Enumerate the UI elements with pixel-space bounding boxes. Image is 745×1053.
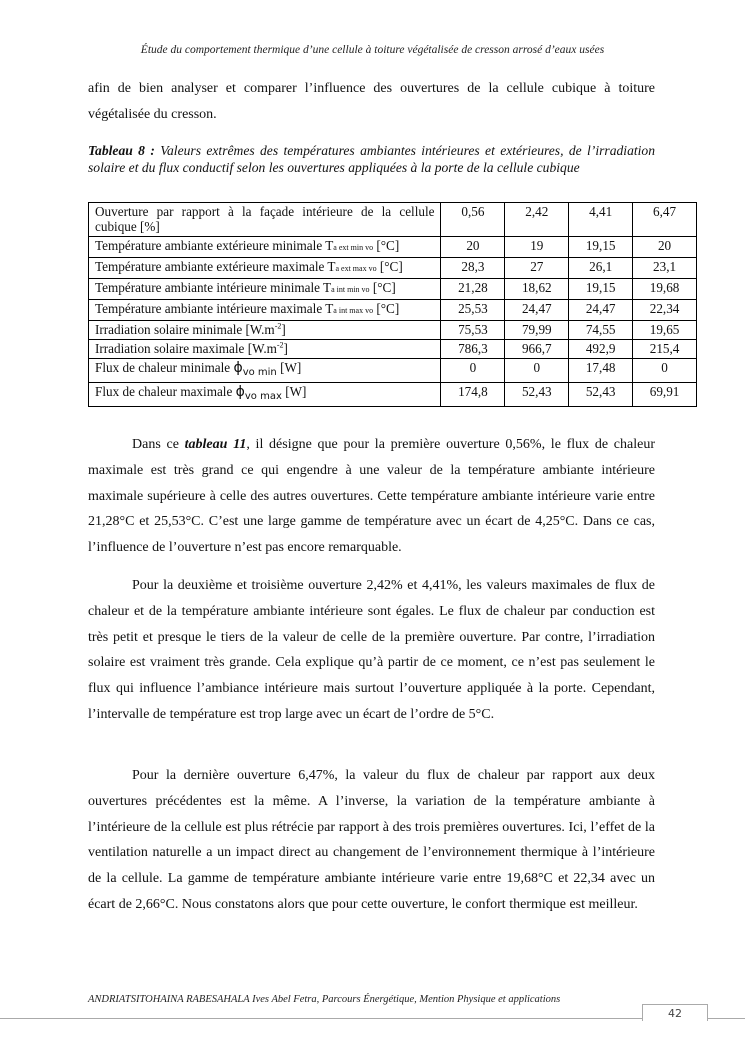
row-unit: [°C]	[369, 280, 396, 295]
table-caption	[88, 142, 655, 176]
phi-symbol: ϕ	[235, 384, 245, 400]
value-cell: 26,1	[569, 258, 633, 279]
row-label: Irradiation solaire minimale [W.m	[95, 322, 275, 337]
value-cell: 52,43	[505, 383, 569, 407]
paragraph-3: Pour la dernière ouverture 6,47%, la valeur du flux de chaleur par rapport aux deux ouvertures précédentes est la même. A l’inverse, la variation de la température ambiante à l’intérieure de la cellule est plus rétrécie par rapport à des trois premières ouvertures. Ici, l’effet de la ventilation naturelle a un impact direct au changement de l’environnement thermique à l’intérieure de la cellule. La gamme de température ambiante intérieure varie entre 19,68°C et 22,34 avec un écart de 2,66°C. Nous constatons alors que pour cette ouverture, le confort thermique est meilleur.	[88, 768, 655, 912]
row-superscript: -2	[274, 321, 282, 331]
value-cell: 74,55	[569, 321, 633, 340]
value-cell: 174,8	[441, 383, 505, 407]
value-cell: 0	[633, 359, 697, 383]
value-cell: 19,65	[633, 321, 697, 340]
intro-paragraph: afin de bien analyser et comparer l’influence des ouvertures de la cellule cubique à toiture végétalisée du cresson.	[88, 81, 655, 122]
opening-cell: 0,56	[441, 203, 505, 237]
footer-rule	[0, 1018, 745, 1019]
row-label: Température ambiante extérieure minimale T	[95, 238, 334, 253]
row-unit: [°C]	[373, 238, 400, 253]
row-unit: [W]	[276, 360, 302, 375]
opening-cell: 2,42	[505, 203, 569, 237]
value-cell: 19	[505, 237, 569, 258]
table-row	[89, 237, 697, 258]
row-subscript: a ext min vo	[333, 243, 374, 252]
table-row	[89, 321, 697, 340]
table-row	[89, 258, 697, 279]
row-label: Température ambiante intérieure minimale T	[95, 280, 332, 295]
table-header-row	[89, 203, 697, 237]
value-cell: 17,48	[569, 359, 633, 383]
value-cell: 18,62	[505, 279, 569, 300]
value-cell: 75,53	[441, 321, 505, 340]
value-cell: 28,3	[441, 258, 505, 279]
row-label: Température ambiante extérieure maximale T	[95, 259, 336, 274]
row-label-cell	[89, 258, 441, 279]
opening-cell: 6,47	[633, 203, 697, 237]
value-cell: 25,53	[441, 300, 505, 321]
table-row	[89, 359, 697, 383]
value-cell: 19,68	[633, 279, 697, 300]
caption-text: Valeurs extrêmes des températures ambiantes intérieures et extérieures, de l’irradiation solaire et du flux conductif selon les ouvertures appliquées à la porte de la cellule cubique	[88, 143, 656, 175]
header-label-cell: Ouverture par rapport à la façade intérieure de la cellule cubique [%]	[89, 203, 441, 237]
row-unit: [°C]	[376, 259, 403, 274]
value-cell: 22,34	[633, 300, 697, 321]
row-label-cell	[89, 237, 441, 258]
row-label: Flux de chaleur maximale	[95, 384, 236, 399]
page-number: 42	[642, 1004, 708, 1021]
table-row	[89, 279, 697, 300]
row-label-cell	[89, 383, 441, 407]
value-cell: 0	[505, 359, 569, 383]
row-label-cell	[89, 359, 441, 383]
row-label-cell	[89, 279, 441, 300]
row-unit: [W]	[281, 384, 307, 399]
value-cell: 20	[441, 237, 505, 258]
value-cell: 19,15	[569, 279, 633, 300]
row-unit: ]	[281, 322, 286, 337]
row-subscript: vo min	[242, 367, 277, 378]
row-subscript: a int max vo	[333, 306, 374, 315]
value-cell: 79,99	[505, 321, 569, 340]
value-cell: 0	[441, 359, 505, 383]
row-subscript: a ext max vo	[335, 264, 377, 273]
paragraph-1-rest: , il désigne que pour la première ouverture 0,56%, le flux de chaleur maximale est très grand ce qui engendre à une valeur de la température ambiante intérieure maximale supérieure à celle des autres ouvertures. Cette température ambiante intérieure varie entre 21,28°C et 25,53°C. C’est une large gamme de température avec un écart de 4,25°C. Dans ce cas, l’influence de l’ouverture n’est pas encore remarquable.	[88, 437, 655, 556]
row-label: Flux de chaleur minimale	[95, 360, 234, 375]
table-row	[89, 383, 697, 407]
value-cell: 27	[505, 258, 569, 279]
row-label: Irradiation solaire maximale [W.m	[95, 341, 277, 356]
row-superscript: -2	[276, 340, 284, 350]
value-cell: 69,91	[633, 383, 697, 407]
row-label-cell	[89, 300, 441, 321]
paragraph-1	[88, 432, 655, 561]
value-cell: 966,7	[505, 340, 569, 359]
value-cell: 24,47	[505, 300, 569, 321]
row-label-cell	[89, 321, 441, 340]
value-cell: 492,9	[569, 340, 633, 359]
phi-symbol: ϕ	[233, 360, 243, 376]
paragraph-1-start: Dans ce	[132, 437, 185, 452]
table-reference: tableau 11	[184, 437, 247, 452]
value-cell: 52,43	[569, 383, 633, 407]
table-row	[89, 300, 697, 321]
caption-label: Tableau 8 :	[88, 143, 155, 158]
table-row	[89, 340, 697, 359]
data-table	[88, 202, 697, 407]
row-label: Température ambiante intérieure maximale T	[95, 301, 334, 316]
footer-author: ANDRIATSITOHAINA RABESAHALA Ives Abel Fetra, Parcours Énergétique, Mention Physique et applications	[88, 994, 561, 1005]
row-subscript: vo max	[244, 391, 282, 402]
row-subscript: a int min vo	[331, 285, 370, 294]
value-cell: 21,28	[441, 279, 505, 300]
row-unit: ]	[283, 341, 288, 356]
value-cell: 24,47	[569, 300, 633, 321]
value-cell: 23,1	[633, 258, 697, 279]
value-cell: 786,3	[441, 340, 505, 359]
row-label-cell	[89, 340, 441, 359]
value-cell: 215,4	[633, 340, 697, 359]
value-cell: 19,15	[569, 237, 633, 258]
paragraph-2: Pour la deuxième et troisième ouverture 2,42% et 4,41%, les valeurs maximales de flux de chaleur et de la température ambiante intérieure sont égales. Le flux de chaleur par conduction est très petit et presque le tiers de la valeur de celle de la première ouverture. Par contre, l’irradiation solaire est vraiment très grande. Cela explique qu’à partir de ce moment, ce n’est pas seulement le flux qui influence l’ambiance intérieure mais surtout l’ouverture appliquée à la porte. Cependant, l’intervalle de température est trop large avec un écart de l’ordre de 5°C.	[88, 578, 655, 722]
value-cell: 20	[633, 237, 697, 258]
opening-cell: 4,41	[569, 203, 633, 237]
running-header: Étude du comportement thermique d’une cellule à toiture végétalisée de cresson arrosé d’eaux usées	[140, 44, 605, 56]
row-unit: [°C]	[373, 301, 400, 316]
